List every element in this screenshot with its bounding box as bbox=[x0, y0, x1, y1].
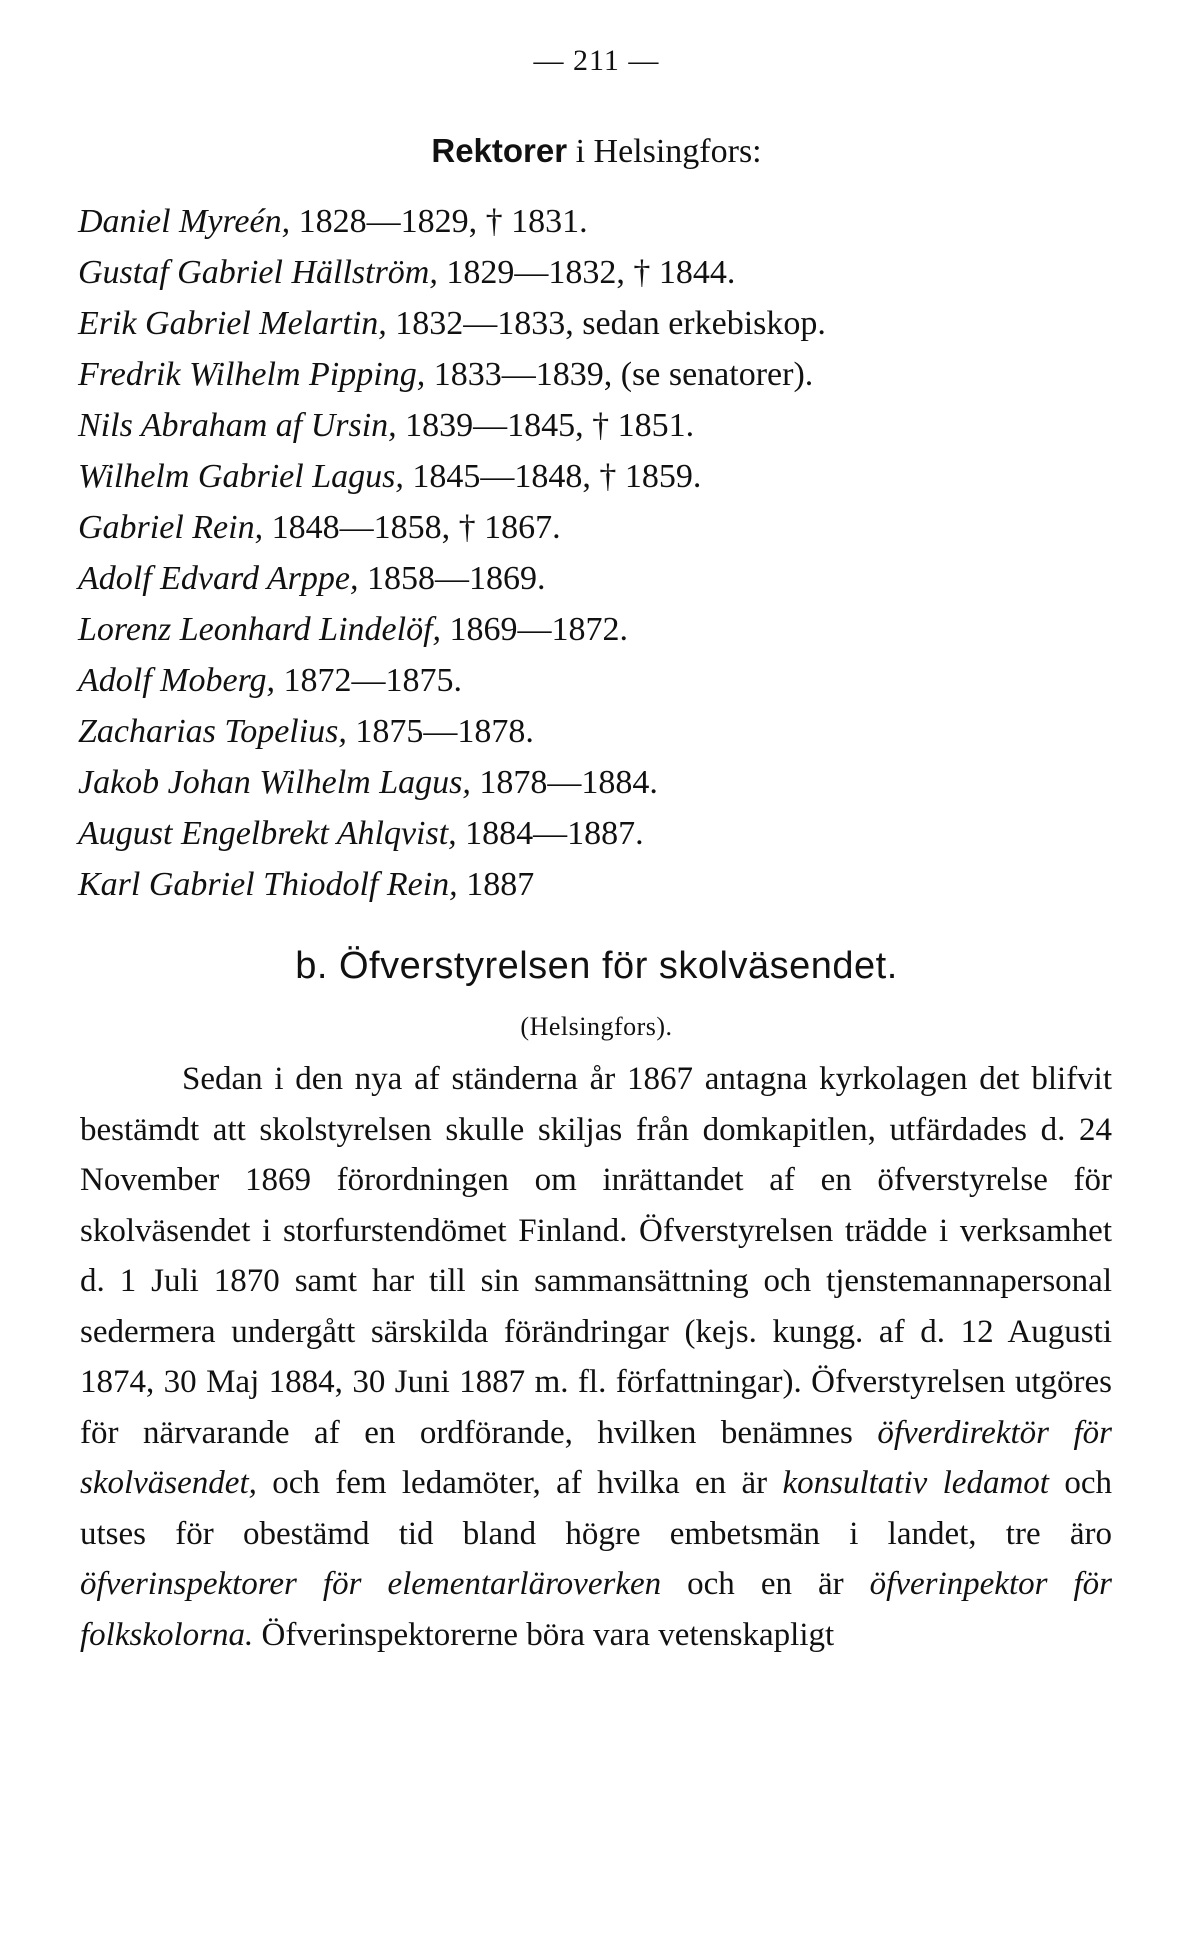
body-text-1: Sedan i den nya af ständerna år 1867 antagna kyrkolagen det blifvit bestämdt att skolstyrelsen skulle skiljas från domkapitlen, utfärdades d. 24 November 1869 förordningen om inrättandet af en öfverstyrelse för skolväsendet i storfurstendömet Finland. Öfverstyrelsen trädde i verksamhet d. 1 Juli 1870 samt har till sin sammansättning och tjenstemannapersonal sedermera undergått särskilda förändringar (kejs. kungg. af d. 12 Augusti 1874, 30 Maj 1884, 30 Juni 1887 m. fl. författningar). Öfverstyrelsen utgöres för närvarande af en ordförande, hvilken benämnes bbox=[80, 1061, 1112, 1451]
heading-rest: i Helsingfors: bbox=[567, 133, 762, 170]
rektor-info: 1832—1833, sedan erkebiskop. bbox=[386, 305, 826, 342]
list-item bbox=[78, 808, 1138, 859]
body-text-5: Öfverinspektorerne böra vara vetenskapligt bbox=[253, 1616, 835, 1653]
list-item bbox=[78, 553, 1138, 604]
list-item bbox=[78, 757, 1138, 808]
rektor-name: Nils Abraham af Ursin, bbox=[78, 407, 397, 444]
list-item bbox=[78, 400, 1138, 451]
rektor-name: Zacharias Topelius, bbox=[78, 713, 347, 750]
body-italic-4: öfverinpektor för folkskolorna. bbox=[80, 1566, 1112, 1653]
body-text-2: och fem ledamöter, af hvilka en är bbox=[256, 1465, 783, 1501]
list-item bbox=[78, 451, 1138, 502]
body-italic-3: öfverinspektorer för elementarläroverken bbox=[80, 1566, 662, 1602]
rektor-name: Lorenz Leonhard Lindelöf, bbox=[78, 611, 442, 648]
body-text-4: och en är bbox=[661, 1566, 870, 1602]
body-italic-1: öfverdirektör för skolväsendet, bbox=[80, 1414, 1112, 1501]
rektor-info: 1839—1845, † 1851. bbox=[396, 407, 695, 444]
rektor-info: 1858—1869. bbox=[358, 560, 546, 597]
rektor-info: 1848—1858, † 1867. bbox=[263, 509, 561, 546]
body-text-3: och utses för obestämd tid bland högre embetsmän i landet, tre äro bbox=[80, 1465, 1112, 1552]
rektor-name: Wilhelm Gabriel Lagus, bbox=[78, 458, 404, 495]
rektor-name: Adolf Moberg, bbox=[78, 662, 276, 699]
rektor-info: 1828—1829, † 1831. bbox=[290, 203, 588, 240]
list-item bbox=[78, 706, 1138, 757]
rektor-info: 1884—1887. bbox=[456, 815, 644, 852]
rektor-info: 1878—1884. bbox=[470, 764, 658, 801]
rektor-name: Gustaf Gabriel Hällström, bbox=[78, 254, 438, 291]
body-italic-2: konsultativ ledamot bbox=[782, 1465, 1049, 1501]
section-b-title: b. Öfverstyrelsen för skolväsendet. bbox=[295, 945, 898, 987]
list-item bbox=[78, 502, 1138, 553]
rektor-info: 1845—1848, † 1859. bbox=[403, 458, 702, 495]
rektor-name: Fredrik Wilhelm Pipping, bbox=[78, 356, 426, 393]
rektorer-list bbox=[78, 196, 1138, 910]
list-item bbox=[78, 655, 1138, 706]
rektor-info: 1833—1839, (se senatorer). bbox=[425, 356, 814, 393]
list-item bbox=[78, 247, 1138, 298]
rektor-name: Jakob Johan Wilhelm Lagus, bbox=[78, 764, 471, 801]
section-b-subtitle: (Helsingfors). bbox=[520, 1012, 673, 1041]
rektor-name: August Engelbrekt Ahlqvist, bbox=[78, 815, 457, 852]
rektor-info: 1887 bbox=[457, 866, 535, 903]
heading-bold: Rektorer bbox=[431, 132, 568, 169]
list-item bbox=[78, 196, 1138, 247]
rektor-info: 1875—1878. bbox=[346, 713, 534, 750]
rektor-info: 1872—1875. bbox=[275, 662, 463, 699]
rektor-info: 1829—1832, † 1844. bbox=[437, 254, 736, 291]
list-item bbox=[78, 298, 1138, 349]
list-item bbox=[78, 604, 1138, 655]
page-number: — 211 — bbox=[533, 44, 660, 77]
list-item bbox=[78, 349, 1138, 400]
section-heading bbox=[0, 132, 1193, 171]
rektor-info: 1869—1872. bbox=[441, 611, 629, 648]
list-item bbox=[78, 859, 1138, 910]
rektor-name: Daniel Myreén, bbox=[78, 203, 291, 240]
rektor-name: Erik Gabriel Melartin, bbox=[78, 305, 387, 342]
rektor-name: Gabriel Rein, bbox=[78, 509, 264, 546]
rektor-name: Karl Gabriel Thiodolf Rein, bbox=[78, 866, 458, 903]
body-paragraph bbox=[80, 1054, 1112, 1660]
rektor-name: Adolf Edvard Arppe, bbox=[78, 560, 359, 597]
